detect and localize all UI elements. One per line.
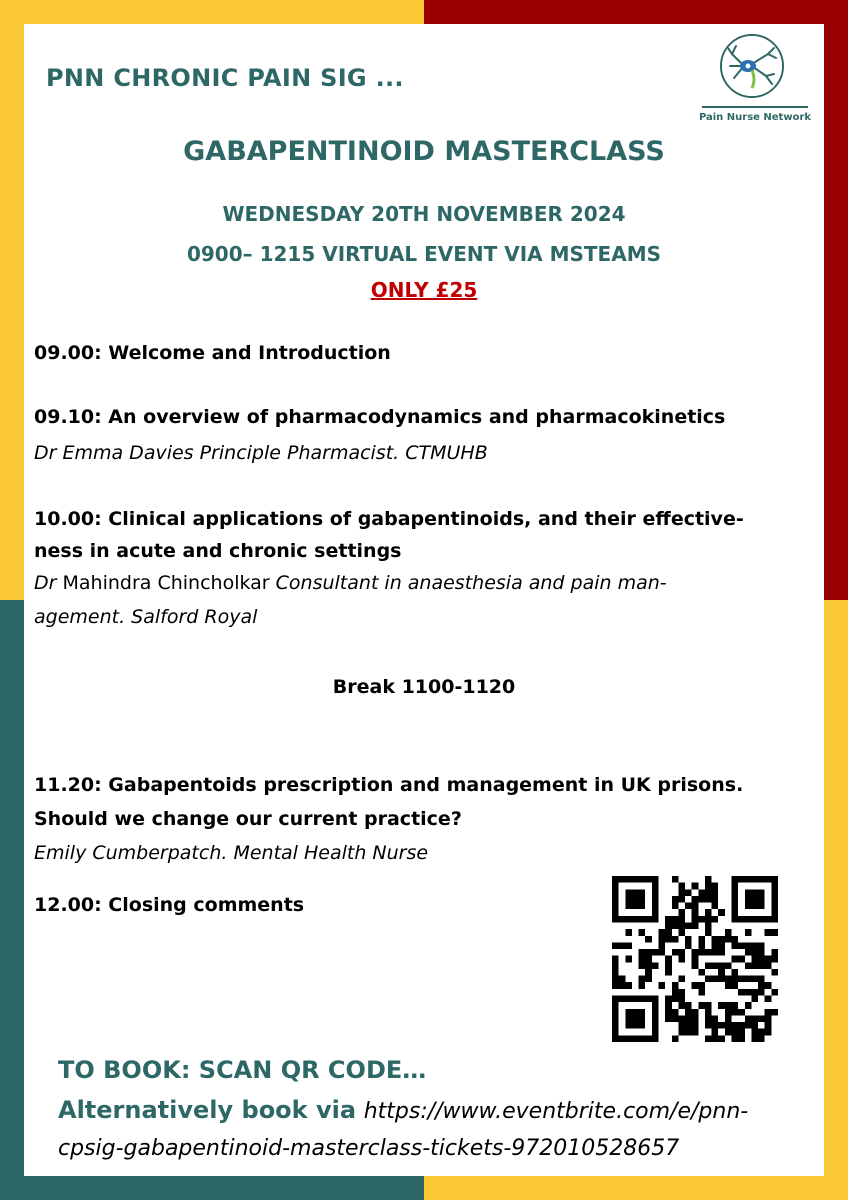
sig-title: PNN CHRONIC PAIN SIG ... [46, 64, 404, 92]
speaker-name: Mahindra Chincholkar [62, 572, 270, 594]
speaker-role-line2: agement. Salford Royal [34, 606, 258, 628]
logo-text: Pain Nurse Network [698, 112, 812, 123]
booking-alternative [58, 1096, 748, 1124]
speaker-emma-davies: Dr Emma Davies Principle Pharmacist. CTMUHB [34, 442, 488, 464]
event-price [24, 278, 824, 302]
break-time: Break 1100-1120 [332, 676, 516, 698]
programme-item-welcome: 09.00: Welcome and Introduction [34, 342, 391, 364]
price-text: ONLY £25 [370, 278, 478, 302]
programme-item-clinical-line1: 10.00: Clinical applications of gabapentinoids, and their effective- [34, 508, 744, 530]
speaker-role-line1: Consultant in anaesthesia and pain man- [275, 572, 667, 594]
qr-code-icon[interactable] [612, 876, 778, 1042]
booking-alt-label: Alternatively book via [58, 1096, 357, 1124]
programme-item-clinical-line2: ness in acute and chronic settings [34, 540, 402, 562]
speaker-prefix: Dr [34, 572, 57, 594]
main-title: GABAPENTINOID MASTERCLASS [183, 136, 665, 167]
flyer-panel [24, 24, 824, 1176]
programme-item-prisons-line1: 11.20: Gabapentoids prescription and management in UK prisons. [34, 774, 744, 796]
programme-item-prisons-line2: Should we change our current practice? [34, 808, 462, 830]
neuron-logo-icon [720, 34, 784, 98]
pnn-logo [696, 34, 814, 136]
event-date: WEDNESDAY 20TH NOVEMBER 2024 [222, 202, 626, 226]
programme-item-overview: 09.10: An overview of pharmacodynamics and pharmacokinetics [34, 406, 726, 428]
programme-item-closing: 12.00: Closing comments [34, 894, 305, 916]
booking-title: TO BOOK: SCAN QR CODE… [58, 1056, 427, 1084]
speaker-chincholkar-line1 [34, 572, 667, 594]
booking-url-line2[interactable]: cpsig-gabapentinoid-masterclass-tickets-972010528657 [58, 1136, 680, 1161]
booking-url-line1[interactable]: https://www.eventbrite.com/e/pnn- [363, 1099, 749, 1124]
event-time: 0900– 1215 VIRTUAL EVENT VIA MSTEAMS [186, 242, 662, 266]
speaker-emily-cumberpatch: Emily Cumberpatch. Mental Health Nurse [34, 842, 429, 864]
logo-underline [702, 106, 808, 108]
